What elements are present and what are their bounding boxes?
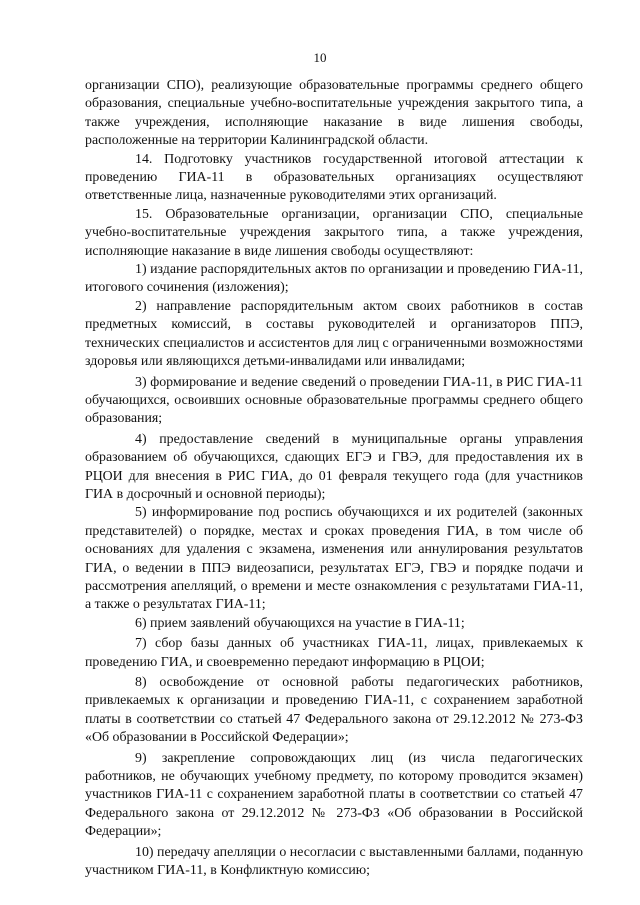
list-item-4: 4) предоставление сведений в муниципальные органы управления образованием об обучающихся, сдающих ЕГЭ и ГВЭ, для предоставления их в РЦОИ для внесения в РИС ГИА, до 01 февраля текущего года (для участников ГИА в досрочный и основной периоды); — [85, 431, 583, 502]
list-item-8: 8) освобождение от основной работы педагогических работников, привлекаемых к организации и проведению ГИА-11, с сохранением заработной платы в соответствии со статьей 47 Федерального закона от 29.12.2012 № 273-ФЗ «Об образовании в Российской Федерации»; — [85, 675, 583, 746]
list-item-3: 3) формирование и ведение сведений о проведении ГИА-11, в РИС ГИА-11 обучающихся, освоивших основные образовательные программы среднего общего образования; — [85, 374, 583, 427]
list-item-6: 6) прием заявлений обучающихся на участие в ГИА-11; — [135, 615, 465, 631]
document-body — [85, 77, 583, 880]
list-item-2: 2) направление распорядительным актом своих работников в состав предметных комиссий, в составы руководителей и организаторов ППЭ, технических специалистов и ассистентов для лиц с ограниченными возможностями здоровья или являющихся детьми-инвалидами или инвалидами; — [85, 298, 583, 370]
page-number: 10 — [313, 50, 327, 65]
list-item-1: 1) издание распорядительных актов по организации и проведению ГИА-11, итогового сочинения (изложения); — [85, 262, 583, 296]
paragraph-continuation: организации СПО), реализующие образовательные программы среднего общего образования, специальные учебно-воспитательные учреждения закрытого типа, а также учреждения, исполняющие наказание в виде лишения свободы, расположенные на территории Калининградской области. — [85, 78, 583, 149]
paragraph-15: 15. Образовательные организации, организации СПО, специальные учебно-воспитательные учреждения закрытого типа, а также учреждения, исполняющие наказание в виде лишения свободы осуществляют: — [85, 206, 583, 259]
paragraph-14: 14. Подготовку участников государственной итоговой аттестации к проведению ГИА-11 в образовательных организациях осуществляют ответственные лица, назначенные руководителями этих организаций. — [85, 151, 583, 204]
list-item-7: 7) сбор базы данных об участниках ГИА-11, лицах, привлекаемых к проведению ГИА, и своевременно передают информацию в РЦОИ; — [85, 636, 583, 670]
list-item-9: 9) закрепление сопровождающих лиц (из числа педагогических работников, не обучающих учебному предмету, по которому проводится экзамен) участников ГИА-11 с сохранением заработной платы в соответствии со статьей 47 Федерального закона от 29.12.2012 № 273-ФЗ «Об образовании в Российской Федерации»; — [85, 750, 583, 840]
list-item-10: 10) передачу апелляции о несогласии с выставленными баллами, поданную участником ГИА-11, в Конфликтную комиссию; — [85, 844, 583, 879]
list-item-5: 5) информирование под роспись обучающихся и их родителей (законных представителей) о порядке, местах и сроках проведения ГИА, в том числе об основаниях для удаления с экзамена, изменения или аннулирования результатов ГИА, о ведении в ППЭ видеозаписи, результатах ЕГЭ, ГВЭ и порядке подачи и рассмотрения апелляций, о времени и месте ознакомления с результатами ГИА-11, а также о результатах ГИА-11; — [85, 505, 583, 613]
